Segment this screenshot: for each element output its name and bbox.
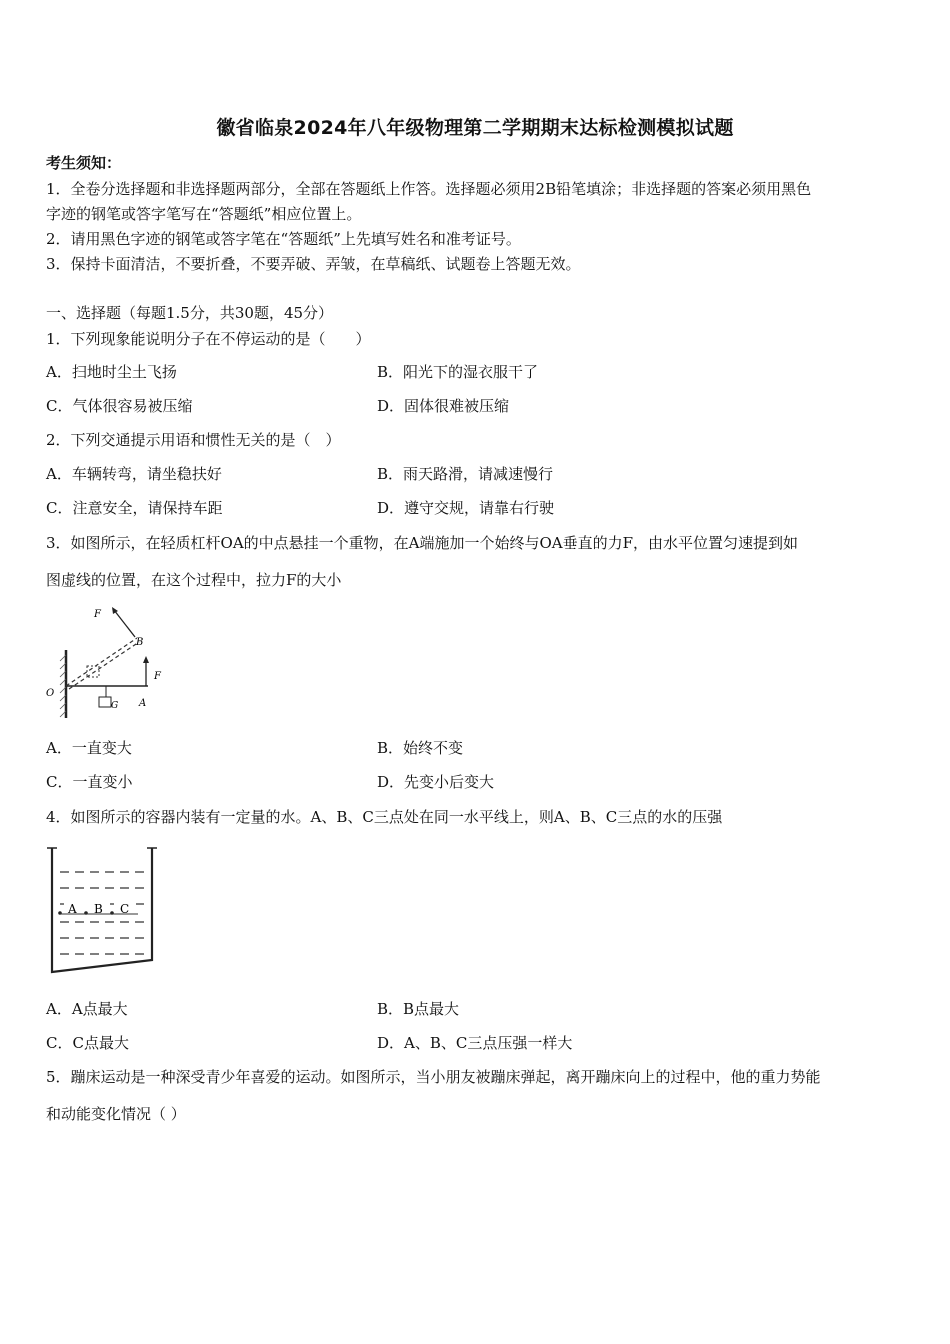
lever-diagram: [40, 600, 170, 722]
lever-dashed-edge: [69, 642, 139, 689]
label-g: G: [111, 701, 119, 711]
q1-stem: 1．下列现象能说明分子在不停运动的是（ ）: [46, 330, 371, 348]
force-a-arrowhead: [143, 656, 149, 663]
notice-heading: 考生须知：: [46, 154, 122, 172]
label-f-right: F: [154, 671, 161, 682]
label-f-top: F: [94, 609, 101, 620]
weight-g: [99, 697, 111, 707]
q2-option-a: A．车辆转弯，请坐稳扶好: [46, 465, 222, 483]
q5-stem-line-1: 5．蹦床运动是一种深受青少年喜爱的运动。如图所示，当小朋友被蹦床弹起，离开蹦床向上的过程中，他的重力势能: [46, 1068, 821, 1086]
label-o: O: [46, 688, 55, 699]
label-a: A: [139, 698, 147, 709]
notice-line-3: 3．保持卡面清洁，不要折叠，不要弄破、弄皱，在草稿纸、试题卷上答题无效。: [46, 255, 581, 273]
label-point-b: B: [94, 902, 103, 916]
q4-option-d: D．A、B、C三点压强一样大: [377, 1034, 573, 1052]
q1-option-b: B．阳光下的湿衣服干了: [377, 363, 539, 381]
q1-option-c: C．气体很容易被压缩: [46, 397, 193, 415]
q4-option-c: C．C点最大: [46, 1034, 129, 1052]
q3-option-a: A．一直变大: [46, 739, 132, 757]
container-diagram: [46, 842, 158, 976]
q3-option-b: B．始终不变: [377, 739, 464, 757]
q3-option-d: D．先变小后变大: [377, 773, 495, 791]
label-point-c: C: [120, 902, 130, 916]
force-b-arrow: [114, 610, 135, 637]
q1-option-d: D．固体很难被压缩: [377, 397, 510, 415]
q2-option-c: C．注意安全，请保持车距: [46, 499, 223, 517]
q5-stem-line-2: 和动能变化情况（ ）: [46, 1105, 186, 1123]
q2-option-d: D．遵守交规，请靠右行驶: [377, 499, 555, 517]
q4-option-a: A．A点最大: [46, 1000, 128, 1018]
label-b: B: [136, 637, 144, 648]
page-title: 徽省临泉2024年八年级物理第二学期期末达标检测模拟试题: [216, 117, 734, 139]
q3-stem-line-2: 图虚线的位置，在这个过程中，拉力F的大小: [46, 571, 342, 589]
lever-dashed: [66, 638, 137, 686]
q3-stem-line-1: 3．如图所示，在轻质杠杆OA的中点悬挂一个重物，在A端施加一个始终与OA垂直的力F，由水平位置匀速提到如: [46, 534, 799, 552]
q3-option-c: C．一直变小: [46, 773, 133, 791]
q2-option-b: B．雨天路滑，请减速慢行: [377, 465, 554, 483]
q2-stem: 2．下列交通提示用语和惯性无关的是（ ）: [46, 431, 341, 449]
q1-option-a: A．扫地时尘土飞扬: [46, 363, 177, 381]
notice-line-1-cont: 字迹的钢笔或答字笔写在“答题纸”相应位置上。: [46, 205, 362, 223]
notice-line-1: 1．全卷分选择题和非选择题两部分，全部在答题纸上作答。选择题必须用2B铅笔填涂；非选择题的答案必须用黑色: [46, 180, 812, 198]
q4-stem: 4．如图所示的容器内装有一定量的水。A、B、C三点处在同一水平线上，则A、B、C三点的水的压强: [46, 808, 723, 826]
notice-line-2: 2．请用黑色字迹的钢笔或答字笔在“答题纸”上先填写姓名和准考证号。: [46, 230, 521, 248]
label-point-a: A: [68, 902, 77, 916]
section-heading: 一、选择题（每题1.5分，共30题，45分）: [46, 304, 334, 322]
q4-option-b: B．B点最大: [377, 1000, 460, 1018]
